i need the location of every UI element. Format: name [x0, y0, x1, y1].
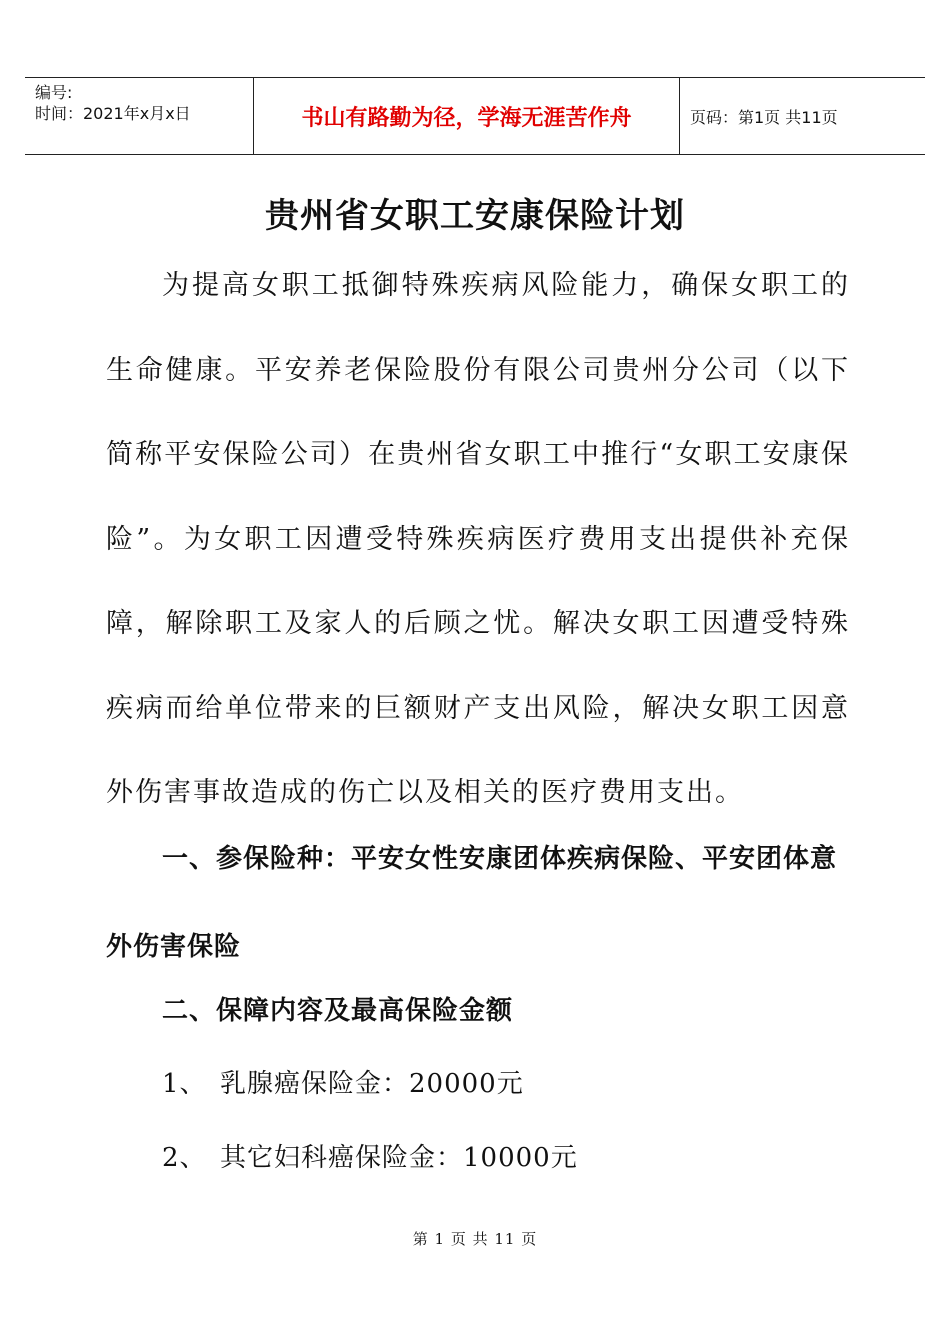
list-item-text: 其它妇科癌保险金：10000元 — [220, 1143, 578, 1173]
list-item-text: 乳腺癌保险金：20000元 — [220, 1069, 524, 1099]
list-item — [162, 1138, 578, 1178]
list-item-number: 2、 — [162, 1143, 207, 1173]
document-number-label: 编号: — [35, 83, 73, 102]
section-heading-insurance-types: 一、参保险种：平安女性安康团体疾病保险、平安团体意外伤害保险 — [106, 844, 838, 962]
list-item — [162, 1064, 524, 1104]
document-header — [25, 77, 925, 155]
list-item-number: 1、 — [162, 1069, 207, 1099]
intro-paragraph: 为提高女职工抵御特殊疾病风险能力，确保女职工的生命健康。平安养老保险股份有限公司贵州分公司（以下简称平安保险公司）在贵州省女职工中推行“女职工安康保险”。为女职工因遭受特殊疾病医疗费用支出提供补充保障，解除职工及家人的后顾之忧。解决女职工因遭受特殊疾病而给单位带来的巨额财产支出风险，解决女职工因意外伤害事故造成的伤亡以及相关的医疗费用支出。 — [106, 270, 850, 808]
page-footer: 第 1 页 共 11 页 — [412, 1230, 538, 1248]
document-time-label: 时间：2021年x月x日 — [35, 104, 191, 123]
header-motto: 书山有路勤为径，学海无涯苦作舟 — [254, 78, 680, 154]
document-title: 贵州省女职工安康保险计划 — [265, 196, 685, 236]
header-page-info: 页码：第1页 共11页 — [690, 107, 838, 127]
section-heading-coverage: 二、保障内容及最高保险金额 — [162, 996, 514, 1026]
header-meta-cell — [25, 78, 254, 154]
